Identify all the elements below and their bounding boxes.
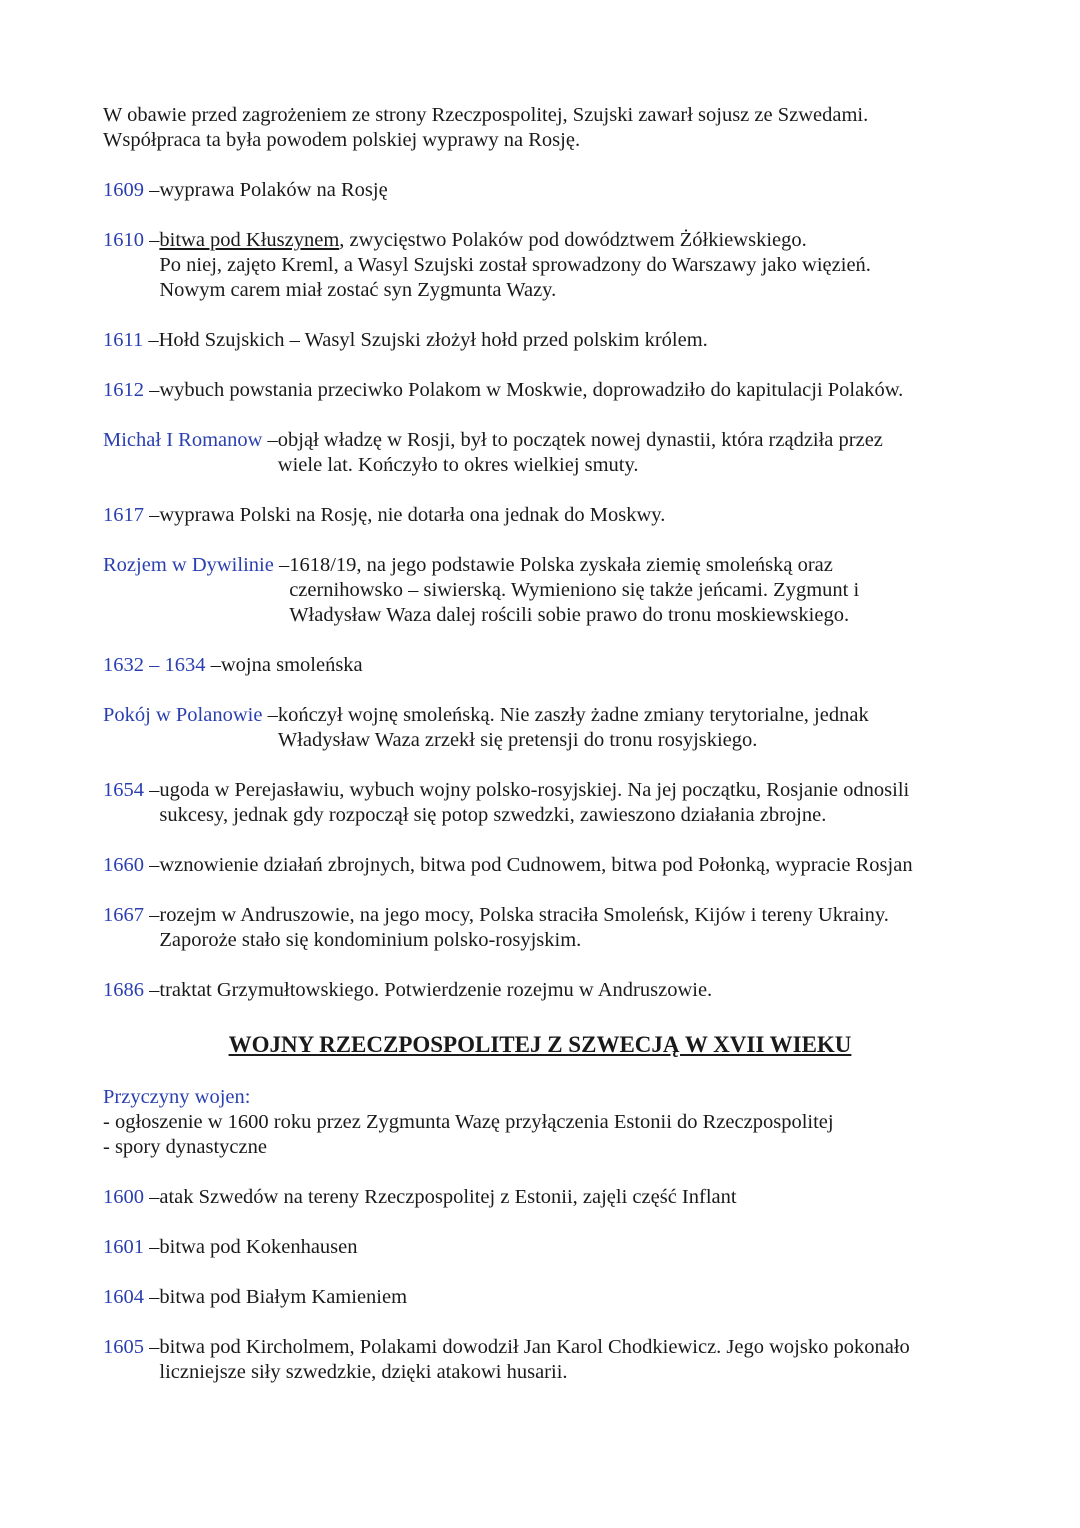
entry-text [159, 1285, 407, 1310]
entry-separator: – [273, 554, 290, 576]
entry-line: bitwa pod Białym Kamieniem [159, 1286, 408, 1308]
timeline-entry [103, 553, 983, 628]
entry-line: bitwa pod Kircholmem, Polakami dowodził Jan Karol Chodkiewicz. Jego wojsko pokonało [159, 1336, 910, 1358]
timeline-entry [103, 1285, 983, 1310]
timeline-entry [103, 1235, 983, 1260]
entry-text [159, 778, 909, 828]
entry-line: rozejm w Andruszowie, na jego mocy, Polska straciła Smoleńsk, Kijów i tereny Ukrainy. [159, 904, 889, 926]
entry-lead [103, 1185, 159, 1210]
entry-text [159, 1185, 736, 1210]
timeline-entry [103, 178, 983, 203]
entry-separator: – [144, 1186, 160, 1208]
entry-key: Rozjem w Dywilinie [103, 554, 274, 576]
entry-separator: – [144, 904, 160, 926]
entry-line: czernihowsko – siwierską. Wymieniono się także jeńcami. Zygmunt i [289, 579, 860, 601]
entry-lead [103, 778, 159, 828]
entry-separator: – [144, 779, 160, 801]
timeline-entry [103, 903, 983, 953]
entry-key: Pokój w Polanowie [103, 704, 263, 726]
timeline-entry [103, 703, 983, 753]
entry-text [289, 553, 859, 628]
cause-item: - ogłoszenie w 1600 roku przez Zygmunta Wazę przyłączenia Estonii do Rzeczpospolitej [103, 1111, 834, 1133]
entry-text [159, 1335, 909, 1385]
timeline-russia [103, 178, 983, 1003]
entry-key: Michał I Romanow [103, 429, 263, 451]
entry-line: wybuch powstania przeciwko Polakom w Moskwie, doprowadziło do kapitulacji Polaków. [159, 379, 904, 401]
entry-text [221, 653, 363, 678]
entry-text [159, 228, 871, 303]
entry-lead [103, 378, 159, 403]
entry-lead [103, 903, 159, 953]
entry-line: sukcesy, jednak gdy rozpoczął się potop szwedzki, zawieszono działania zbrojne. [159, 804, 827, 826]
entry-key: 1654 [103, 779, 144, 801]
entry-line: kończył wojnę smoleńską. Nie zaszły żadne zmiany terytorialne, jednak [277, 704, 869, 726]
document-page [103, 103, 983, 1003]
timeline-entry [103, 978, 983, 1003]
entry-separator: – [144, 179, 160, 201]
entry-separator: – [144, 1286, 160, 1308]
entry-line: Hołd Szujskich – Wasyl Szujski złożył hołd przed polskim królem. [158, 329, 708, 351]
entry-lead [103, 978, 159, 1003]
entry-key: 1600 [103, 1186, 144, 1208]
entry-lead [103, 228, 159, 303]
entry-text [159, 1235, 357, 1260]
entry-key: 1617 [103, 504, 144, 526]
timeline-entry [103, 653, 983, 678]
entry-lead [103, 1235, 159, 1260]
entry-lead [103, 1285, 159, 1310]
timeline-sweden [103, 1185, 983, 1385]
entry-separator: – [262, 429, 278, 451]
timeline-entry [103, 503, 983, 528]
entry-separator: – [262, 704, 278, 726]
entry-line: Zaporoże stało się kondominium polsko-rosyjskim. [159, 929, 582, 951]
entry-text [159, 178, 387, 203]
entry-separator: – [144, 854, 160, 876]
entry-line: wyprawa Polski na Rosję, nie dotarła ona jednak do Moskwy. [159, 504, 666, 526]
entry-key: 1609 [103, 179, 144, 201]
entry-lead [103, 503, 159, 528]
timeline-entry [103, 853, 983, 878]
entry-separator: – [144, 979, 160, 1001]
entry-line: wyprawa Polaków na Rosję [159, 179, 388, 201]
entry-key: 1632 – 1634 [103, 654, 206, 676]
timeline-entry [103, 778, 983, 828]
causes-label: Przyczyny wojen: [103, 1086, 251, 1108]
entry-lead [103, 328, 159, 353]
entry-line: Nowym carem miał zostać syn Zygmunta Wazy. [159, 279, 557, 301]
entry-key: 1601 [103, 1236, 144, 1258]
entry-lead [103, 653, 221, 678]
section-heading: WOJNY RZECZPOSPOLITEJ Z SZWECJĄ W XVII WIEKU [228, 1032, 852, 1057]
entry-separator: – [205, 654, 221, 676]
timeline-entry [103, 228, 983, 303]
entry-separator: – [144, 1236, 160, 1258]
entry-line: bitwa pod Kłuszynem, zwycięstwo Polaków pod dowództwem Żółkiewskiego. [159, 229, 807, 251]
entry-line: objął władzę w Rosji, był to początek nowej dynastii, która rządziła przez [277, 429, 883, 451]
entry-separator: – [144, 229, 160, 251]
entry-text [159, 503, 665, 528]
entry-line: Władysław Waza zrzekł się pretensji do tronu rosyjskiego. [277, 729, 758, 751]
timeline-entry [103, 1185, 983, 1210]
entry-lead [103, 178, 159, 203]
entry-key: 1610 [103, 229, 144, 251]
entry-separator: – [144, 504, 160, 526]
entry-line: Po niej, zajęto Kreml, a Wasyl Szujski został sprowadzony do Warszawy jako więzień. [159, 254, 871, 276]
entry-text [159, 978, 712, 1003]
entry-line: bitwa pod Kokenhausen [159, 1236, 358, 1258]
entry-key: 1660 [103, 854, 144, 876]
entry-text [159, 853, 912, 878]
entry-separator: – [143, 329, 159, 351]
entry-line: atak Szwedów na tereny Rzeczpospolitej z Estonii, zajęli część Inflant [159, 1186, 737, 1208]
entry-separator: – [144, 1336, 160, 1358]
entry-text [159, 328, 708, 353]
entry-line: liczniejsze siły szwedzkie, dzięki atakowi husarii. [159, 1361, 568, 1383]
entry-lead [103, 428, 278, 478]
entry-line: 1618/19, na jego podstawie Polska zyskała ziemię smoleńską oraz [289, 554, 833, 576]
entry-lead [103, 853, 159, 878]
entry-text [159, 378, 903, 403]
timeline-entry [103, 328, 983, 353]
entry-lead [103, 1335, 159, 1385]
cause-item: - spory dynastyczne [103, 1136, 267, 1158]
entry-key: 1611 [103, 329, 144, 351]
entry-line: wiele lat. Kończyło to okres wielkiej smuty. [277, 454, 639, 476]
entry-key: 1605 [103, 1336, 144, 1358]
entry-lead [103, 703, 278, 753]
entry-separator: – [144, 379, 160, 401]
entry-text [278, 703, 869, 753]
entry-key: 1686 [103, 979, 144, 1001]
intro-line-2: Współpraca ta była powodem polskiej wyprawy na Rosję. [103, 129, 581, 151]
document-page-lower [103, 1085, 983, 1385]
entry-text [278, 428, 883, 478]
entry-key: 1612 [103, 379, 144, 401]
timeline-entry [103, 1335, 983, 1385]
entry-line: Władysław Waza dalej rościli sobie prawo do tronu moskiewskiego. [289, 604, 850, 626]
intro-line-1: W obawie przed zagrożeniem ze strony Rzeczpospolitej, Szujski zawarł sojusz ze Szwedami. [103, 104, 869, 126]
entry-key: 1667 [103, 904, 144, 926]
timeline-entry [103, 428, 983, 478]
entry-line: wznowienie działań zbrojnych, bitwa pod Cudnowem, bitwa pod Połonką, wypracie Rosjan [159, 854, 913, 876]
entry-key: 1604 [103, 1286, 144, 1308]
entry-line: wojna smoleńska [220, 654, 363, 676]
entry-line: traktat Grzymułtowskiego. Potwierdzenie rozejmu w Andruszowie. [159, 979, 713, 1001]
underlined-term: bitwa pod Kłuszynem [159, 229, 340, 251]
entry-lead [103, 553, 289, 628]
entry-text [159, 903, 889, 953]
timeline-entry [103, 378, 983, 403]
entry-line: ugoda w Perejasławiu, wybuch wojny polsko-rosyjskiej. Na jej początku, Rosjanie odnosili [159, 779, 910, 801]
